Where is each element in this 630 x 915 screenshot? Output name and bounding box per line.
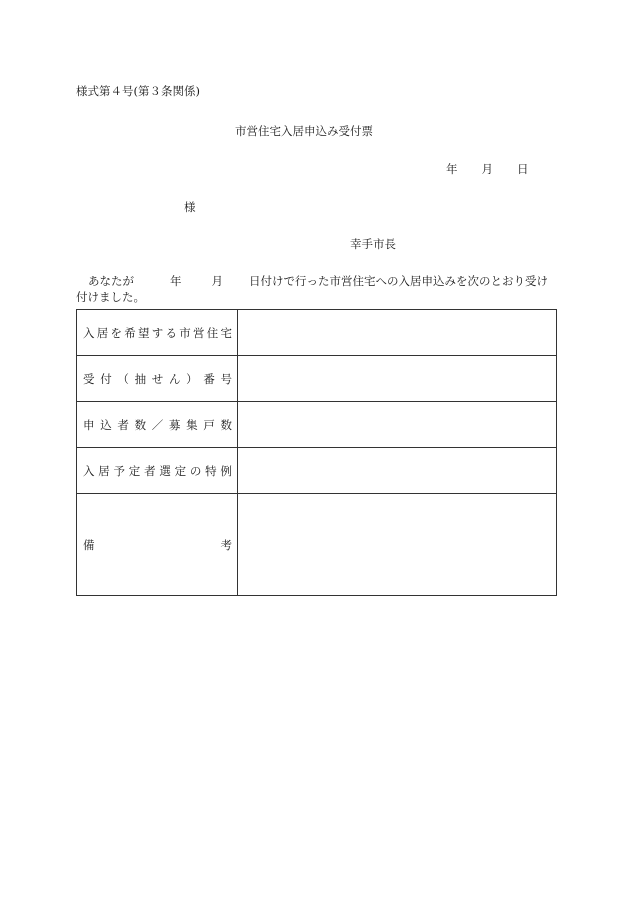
table-row <box>77 402 557 448</box>
row-value <box>238 494 557 596</box>
date-year: 年 <box>446 162 458 176</box>
label-selection-exception: 入 居 予 定 者 選 定 の 特 例 <box>83 463 232 478</box>
label-applicants-units: 申 込 者 数 ／ 募 集 戸 数 <box>83 417 232 432</box>
row-label <box>77 356 238 402</box>
table-row <box>77 356 557 402</box>
body-paragraph <box>76 273 558 305</box>
row-label <box>77 310 238 356</box>
row-value <box>238 448 557 494</box>
label-receipt-number: 受 付 （ 抽 せ ん ） 番 号 <box>83 371 232 386</box>
table-row <box>77 310 557 356</box>
table-row <box>77 494 557 596</box>
row-label <box>77 494 238 596</box>
row-value <box>238 310 557 356</box>
date-line <box>446 161 529 177</box>
date-month: 月 <box>481 162 493 176</box>
remarks-left: 備 <box>83 537 95 552</box>
row-value <box>238 402 557 448</box>
body-month: 月 <box>211 274 223 288</box>
row-label <box>77 448 238 494</box>
application-receipt-table <box>76 309 557 596</box>
body-year: 年 <box>170 274 182 288</box>
row-label <box>77 402 238 448</box>
label-remarks <box>83 537 232 553</box>
table-row <box>77 448 557 494</box>
label-desired-housing: 入 居 を 希 望 す る 市 営 住 宅 <box>83 325 232 340</box>
row-value <box>238 356 557 402</box>
form-number: 様式第４号(第３条関係) <box>76 84 200 98</box>
date-day: 日 <box>517 162 529 176</box>
remarks-right: 考 <box>220 537 232 552</box>
document-title: 市営住宅入居申込み受付票 <box>235 124 373 138</box>
body-part2: 日付けで行った市営住宅への入居申込みを次のとおり受け付けました。 <box>76 274 548 304</box>
body-part1: あなたが <box>88 274 134 288</box>
issuer-name: 幸手市長 <box>350 237 396 251</box>
addressee-suffix: 様 <box>184 200 196 214</box>
